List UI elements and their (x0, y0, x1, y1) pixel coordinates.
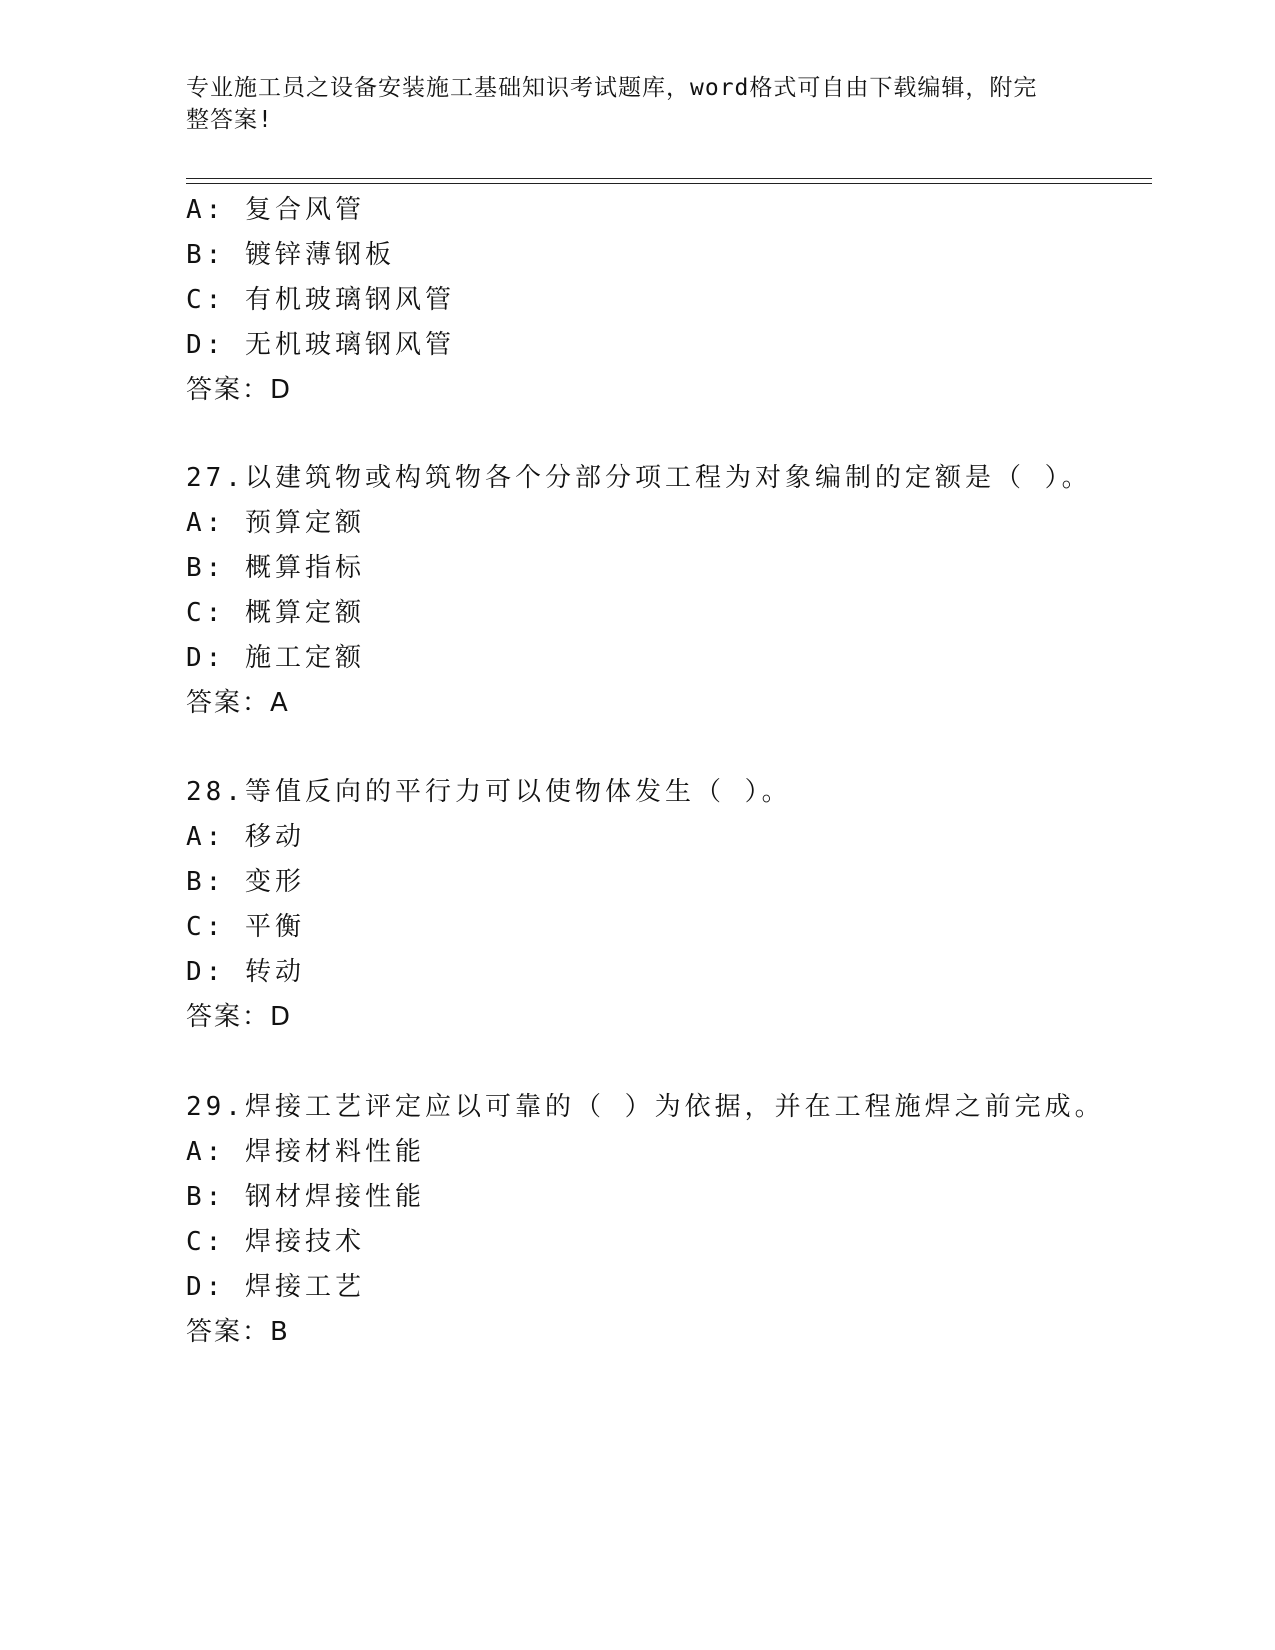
question-stem: 28.等值反向的平行力可以使物体发生（ ）。 (186, 777, 792, 807)
answer: 答案：D (186, 375, 293, 405)
question-stem: 27.以建筑物或构筑物各个分部分项工程为对象编制的定额是（ ）。 (186, 463, 1092, 493)
option-c: C: 概算定额 (186, 598, 365, 628)
answer: 答案：B (186, 1317, 290, 1347)
option-c: C: 焊接技术 (186, 1227, 365, 1257)
option-b: B: 概算指标 (186, 553, 365, 583)
option-d: D: 焊接工艺 (186, 1272, 365, 1302)
header-line-1: 专业施工员之设备安装施工基础知识考试题库，word格式可自由下载编辑，附完 (186, 75, 1038, 101)
option-b: B: 钢材焊接性能 (186, 1182, 425, 1212)
option-d: D: 无机玻璃钢风管 (186, 330, 455, 360)
option-a: A: 移动 (186, 822, 305, 852)
answer: 答案：A (186, 688, 290, 718)
header-line-2: 整答案! (186, 107, 273, 133)
option-d: D: 施工定额 (186, 643, 365, 673)
option-c: C: 有机玻璃钢风管 (186, 285, 455, 315)
option-b: B: 镀锌薄钢板 (186, 240, 395, 270)
document-header (186, 72, 1066, 136)
header-divider-bottom (186, 183, 1152, 184)
option-a: A: 复合风管 (186, 195, 365, 225)
option-a: A: 预算定额 (186, 508, 365, 538)
question-stem: 29.焊接工艺评定应以可靠的（ ）为依据，并在工程施焊之前完成。 (186, 1092, 1105, 1122)
option-b: B: 变形 (186, 867, 305, 897)
option-c: C: 平衡 (186, 912, 305, 942)
option-a: A: 焊接材料性能 (186, 1137, 425, 1167)
option-d: D: 转动 (186, 957, 305, 987)
answer: 答案：D (186, 1002, 293, 1032)
header-divider-top (186, 178, 1152, 179)
